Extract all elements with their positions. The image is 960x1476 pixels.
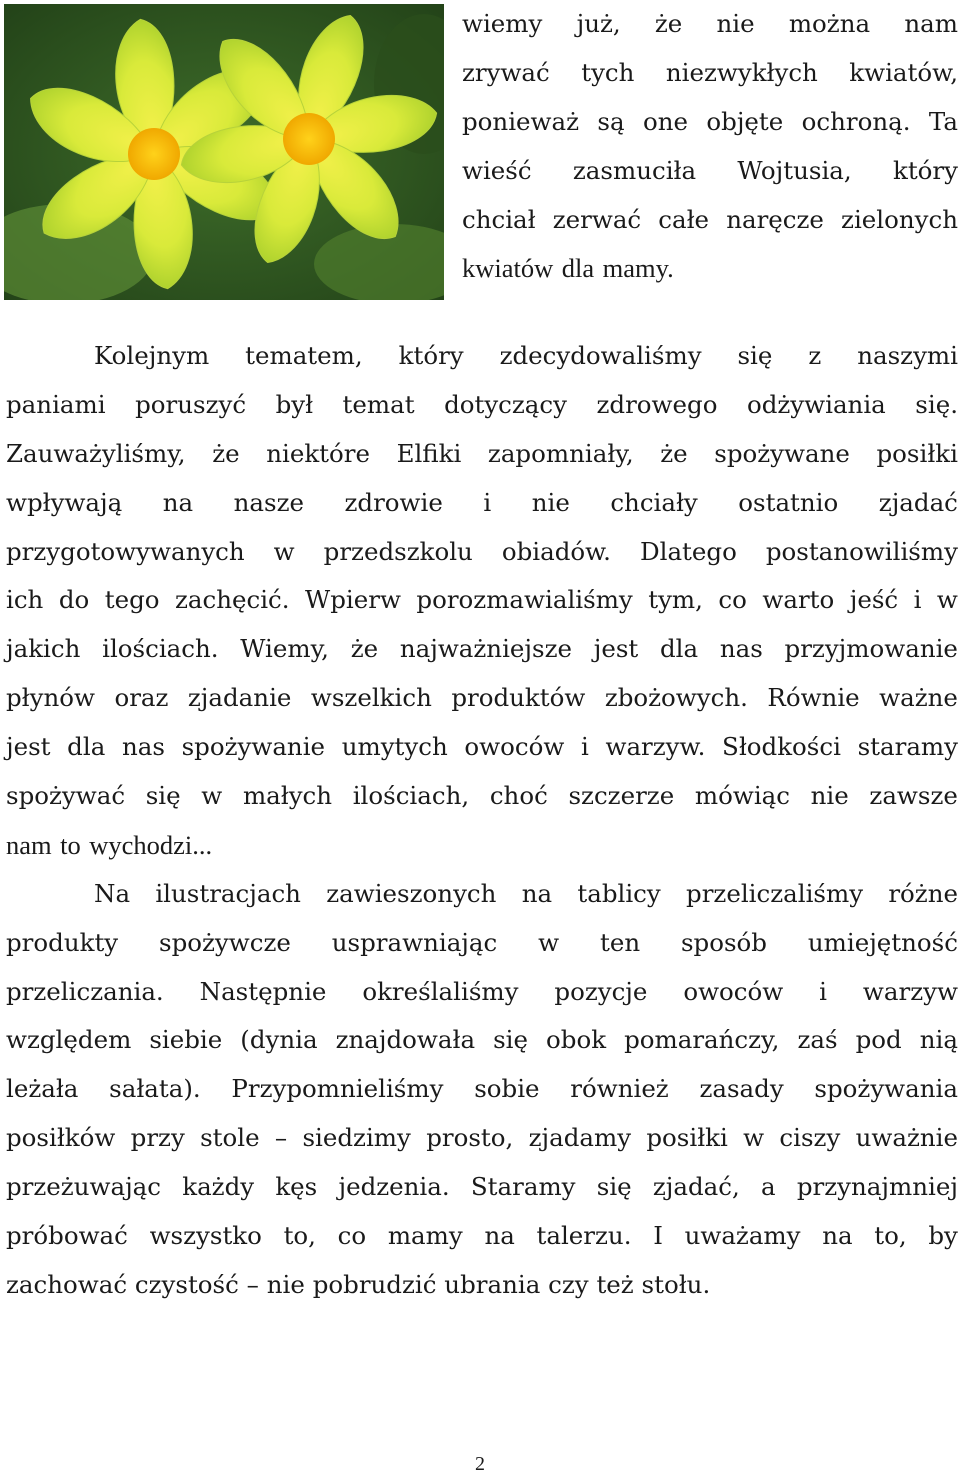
flower-photo: [4, 4, 444, 300]
intro-paragraph: [462, 0, 958, 293]
intro-line: kwiatów dla mamy.: [462, 253, 674, 284]
intro-line: zrywać tych niezwykłych kwiatów,: [462, 57, 958, 87]
body-text: [6, 332, 958, 1310]
intro-line: chciał zerwać całe naręcze zielonych: [462, 204, 958, 234]
body-line: jest dla nas spożywanie umytych owoców i warzyw. Słodkości staramy: [6, 732, 958, 762]
body-line: próbować wszystko to, co mamy na talerzu. I uważamy na to, by: [6, 1221, 958, 1251]
body-line: produkty spożywcze usprawniając w ten sposób umiejętność: [6, 927, 958, 957]
body-line: paniami poruszyć był temat dotyczący zdrowego odżywiania się.: [6, 389, 958, 419]
body-line: przeliczania. Następnie określaliśmy pozycje owoców i warzyw: [6, 976, 958, 1006]
flower-illustration: [4, 4, 444, 300]
body-line: posiłków przy stole – siedzimy prosto, zjadamy posiłki w ciszy uważnie: [6, 1123, 958, 1153]
body-line: zachować czystość – nie pobrudzić ubrania czy też stołu.: [6, 1269, 711, 1299]
body-line: względem siebie (dynia znajdowała się obok pomarańczy, zaś pod nią: [6, 1025, 958, 1055]
body-line: nam to wychodzi...: [6, 829, 213, 860]
body-line: ich do tego zachęcić. Wpierw porozmawialiśmy tym, co warto jeść i w: [6, 585, 958, 615]
body-line: Kolejnym tematem, który zdecydowaliśmy się z naszymi: [94, 341, 958, 370]
body-line: jakich ilościach. Wiemy, że najważniejsze jest dla nas przyjmowanie: [6, 634, 958, 664]
body-line: przeżuwając każdy kęs jedzenia. Staramy się zjadać, a przynajmniej: [6, 1172, 958, 1202]
intro-line: wieść zasmuciła Wojtusia, który: [462, 155, 958, 185]
body-line: przygotowywanych w przedszkolu obiadów. Dlatego postanowiliśmy: [6, 536, 958, 566]
intro-line: wiemy już, że nie można nam: [462, 9, 958, 38]
body-line: leżała sałata). Przypomnieliśmy sobie również zasady spożywania: [6, 1074, 958, 1104]
body-line: Na ilustracjach zawieszonych na tablicy przeliczaliśmy różne: [94, 878, 958, 908]
body-line: Zauważyliśmy, że niektóre Elfiki zapomniały, że spożywane posiłki: [6, 438, 958, 468]
body-line: spożywać się w małych ilościach, choć szczerze mówiąc nie zawsze: [6, 781, 958, 811]
body-line: wpływają na nasze zdrowie i nie chciały ostatnio zjadać: [6, 487, 958, 517]
intro-line: ponieważ są one objęte ochroną. Ta: [462, 106, 958, 136]
body-line: płynów oraz zjadanie wszelkich produktów zbożowych. Równie ważne: [6, 683, 958, 713]
page-number: 2: [475, 1453, 485, 1475]
